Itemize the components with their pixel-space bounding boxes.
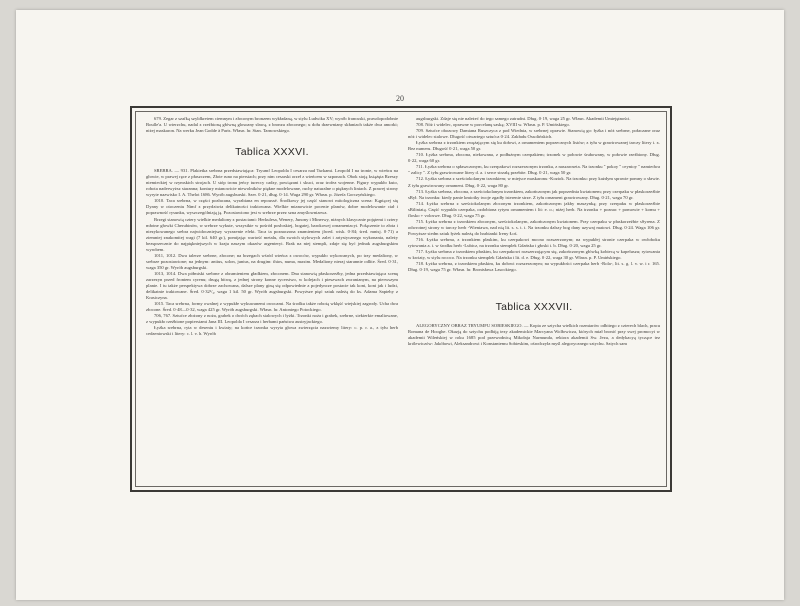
paragraph: 712. Łyżka srebrna z sześciokolanym trzonkiem; w miejsce maskaronu -Koziok. Na trzonku: przy każdym sprawie pomny o sławie. Z tyłu grawirowany ornament. Dług. 0·22, waga 80 gr. (408, 176, 660, 188)
left-top-text (146, 116, 398, 134)
paragraph: 714. Łyżka srebrna z sześciokolanym złoconym trzonkiem, zakończonym jakby maszynką; przy czerpaku w płaskorzeźbie sBiliniatą. Część wypukła czerpaka, ozdobiona rytym ornamentem i lit: e. o.; niżej herb. Na trzonku + poznac + pomowie + komu + flosko + voloswe. Dług. 0·22, waga 75 gr. (408, 200, 660, 218)
paragraph: 1015. Taca srebrna, formy owalnej z wypukłe wykuwanemi owocami. Na środku także robotą wklęść wiejskiej zagrody. Ucha dwa złocone. Śred. 0·48—0·32, waga 425 gr. Wyrób augsburgski. Własn. hr. Antoniego Potockiego. (146, 301, 398, 313)
paragraph: 717. Łyżka srebrna z trzonkiem płaskim, ku czerpakowi rozszerzającym się, zakończonym główką kobiecą w kapeluszu; rytowania w kwiaty, w stylu rococo. Na trzonku stemplek Gdańska i lit. d. e. Dług. 0·22, waga 30 gr. Własn. p. P. Umińskiego. (408, 249, 660, 261)
paragraph: 1013, 1014. Dwa półmiski srebrne z obramieniem gładkiem, złoconem. Dna stanowią płaskorzeźby, jedna przedstawiająca scenę zarzezyn przed frontem cyrenu; drugą bitwę, z jednej strony konne rycerstwo, w kolejach i pieszwach zwranianym, na pierwszym planie. I tu także perspektywa dobrze zachowana, dalsze plany giną się odpowiednie a pojedyncze postacie tak koni, koni jak i ludzi, delikatnie traktowane. Śred. 0·32¹/₂, waga 1 kil. 50 gr. Wyrób augsburgski. Powyższe pięć sztuk należą do ks. Adama Sapiehy z Krasiczyna. (146, 270, 398, 301)
paragraph: Łyżka srebrna, ryta w deseniu i kwiaty; na końce trzonka wyryta głowa zwierzęcia nazwiemy litery: c. p. r. a., z tyłu herb cedzeniowski i litery: c. l. v. h. Wyrób (146, 325, 398, 337)
paragraph: 710. Łyżka srebrna, złocona, niekowana, z podłużnym czerpakiem; trzonek w połowie śrubowany, w połowie rzeźbiony. Dług. 0·22, waga 60 gr. (408, 152, 660, 164)
paragraph: SREBRA. — 931. Plakietka srebrna przedstawiająca: Tryumf Leopolda I cesarza nad Turkami. Leopold I na tronie, w wieńcu na głowie, w prawej ręce z płaszczem, Złote runo na piersiach; przy nim cesarski orzeł z wieńcem w szponach. Obok stoją książęta Rzeszy niemieckiej w rzymskich strojach. U stóp tronu jeńcy tureccy cadzy, powiązani i skuci, oraz trofea wojenne. Figury wypukło kuto, robota naderwyższ staranna; kontury mianowicie niewolników piękne modelowane, ruchy naturalne o pięknych liniach. Z prawej strony wyryte nazwisko I. A. Thelot 1686. Wyrób augsburski. Szer. 0·21, dług. 0·14. Waga 290 gr. Własn. p. Józefa Gorczyńskiego. (146, 168, 398, 198)
left-body-text (146, 168, 398, 337)
paragraph: 715. Łyżka srebrna z trzonkiem złoconym, sześciokolanym, zakończonym kwiatonem. Przy czerpaku w płaskorzeźbie sSyrena. Z odwrotnej strony w tarczy herb -Wieniawa, nad nią lit. s. s. t. i. Na trzonku dalszy bog dany uzywaj maiowi. Dług. 0·24. Waga 106 gr. Powyższe siedm sztuk łyżek należą do hrabianki Ireny Łoś. (408, 218, 660, 236)
paragraph: 716. Łyżka srebrna, z trzonkiem płaskim, ku czerpakowi mocno rozszerzonym; na wypukłej stronie czerpaka w owłoboku rytowania a. i. w środku herb -Lubicz, na trzonku stemplek Gdańska i głoski i. b. Dług. 0·20, waga 25 gr. (408, 236, 660, 248)
paragraph: 711. Łyżka srebrna o spłaszczonym, ku czerpakowi rozszerzonym trzonku, z naszaroseta. Na trzonku " pokoy " ceynioy " namiedwa " zalicy ". Z tyłu grawirowane litery d. a. i serce strzałą przebite. Dług. 0·21, waga 50 gr. (408, 164, 660, 176)
scanned-page (16, 10, 784, 600)
paragraph: 1010. Taca srebrna, w części pozłacana, wyrabiana en repoussé. Środkowy jej część stanowi mitologiczna scena: Kąpiącej się Dyany w otoczeniu Nimf z przydziwia delikatności traktowana. Wielkie mianowicie pocenie planów, dobre modelowanie ciał i poprawność rysunku, wyszczególniają ją. Pozostawiono jest w srebrze przez szna zmyślowniarwa. (146, 198, 398, 216)
right-column (408, 116, 660, 347)
paragraph: 708. Nóż i widelec, oprawne w porcelanę saską; XVIII w. Własn. p. P. Umińskiego. (416, 122, 570, 128)
right-top-text (408, 116, 660, 273)
right-body-text (408, 323, 660, 347)
paragraph: Łyżka srebrna z trzonkiem zwężającym się ku dołowi, z ornamentem poprzecznych listów; z tyłu w grawirowanej tarczy litery i. x. Bez numeru. Długość 0·21, waga 50 gr. (408, 140, 660, 152)
paragraph: 1011, 1012. Dwa talerze srebrne, złocone; na brzegach wśród wieńca z owoców, wypukło wykowanych, po trzy medaliony, w srebrze pozostawione; na jednym: antius, solon, junius, na drugim: thios, numa, maxim. Medaliony nieraj starannie odlite. Śred. 0·31, waga 350 gr. Wyrób augsburgski. (146, 252, 398, 270)
paragraph: 713. Łyżka srebrna, złocona, z sześciokolanym trzonkiem, zakończonym jak poprzednia kwiatonem; przy czerpaku w płaskorzeźbie sBył. Na trzonku: kiedy panie kmiotky twoje zgadły isterenie strze. Z tyłu ornament grawirowany. Dług. 0·21, waga 70 gr. (408, 188, 660, 200)
page-frame (130, 106, 672, 492)
paragraph: 709. Sztućce obozowy Damiana Ruszczyca z pod Wiednia, w srebrnej oprawie. Stanowią go: łyżka i nóż srebrne, połaczane oraz nóż i widelec stalowe. Dlugość otwartego sztućca 0·24. Zakładu Ossolińskich. (408, 128, 660, 140)
paragraph: Brzegi stanowią cztery wielkie medaliony z postaciami: Herkulesa, Wenery, Junony i Minerwy, niżnych klasycznie pojętemi i cztery młotne głowki Cherubinów, w srebrze wykute, wszystkie w pośród posłoskiej, bogatej, barokowej ornamentacyi. Połączenie to złota i niezykowanego srebra najwidoczniejszy wyrazenie efekt. Taca ta poznaczona znamieniem jlwed. wisk. 0·84; śred. mnisj. 0·71) a ziemniej znakomitej wagi (7 kil. 640 gr.), pomijając wartość metalu, dla swoich stylowych zalet i artystycznego wykonania, należy bezsprzecznie do najpiękniejszych w kraju naszym okazów argenteryi. Brak na niej stempli, zdaje się być jednak augsburgskim wyrobem. (146, 216, 398, 252)
plate-heading-36: Tablica XXXVI. (235, 146, 309, 159)
left-column (146, 116, 398, 337)
paragraph: 706, 767. Sztućce złożony z noża, grabek o dwóch zębach stalowych i łyżki. Trzonki noża i grabek, srebrne, siekierkie emaliowane, z wypukło rzeźbione popiersiami Jana III. Leopolda I cesarza i herbami państwa austryjackiego. (146, 313, 398, 325)
paragraph: augsburgski. Zdaje się nie należeć do tego samego zatrudni. Dług. 0·19, waga 25 gr. Własn. Akademii Umiejętności. (416, 116, 631, 121)
paragraph: 679. Zegar z szafką szyldkretem ciemnym i złoconym bronzem wykładaną, w stylu Ludwika XV; wyrób francuski, prawdopodobnie Boulle'a. U wierzchu, nadal z rzeźbioną główną glosoany sławą, z bronzu złoconego; u dołu draewniany skłaniach także dwa amorki; niżej maskaron. Na werku Jean Godde à Paris. Własn. hr. Stan. Tarnowskiego. (146, 116, 398, 134)
paragraph: 718. Łyżka srebrna, z trzonkiem płaskim, ku dołowi rozszerzonym; na wypukłości czerpaka herb -Rola-, lit. s. g. l. v. w. i r. 165. Dług. 0·19, waga 75 gr. Własn. hr. Bronisława Lasockiego. (408, 261, 660, 273)
paragraph: ALEGORYCZNY OBRAZ TRYUMFU SOBIESKIEGO. — Kopia ze sztycha wielkich rozmiarów odbitego z czterech blach, pracu Romana de Hooghe. Okazją do sztychu podbiją tezy akademickie Marcyana Wolłowicza, których miał bronić przy swej promocyi w akademii Wileńskiej w roku 1685 pod przewodnicą Mikołaja Narmunda, rektora akademii Sw. Jezu, a dedykacyą tyczące tez królewiczów: Jakóbowi, Aleksandrowi i Konstantemu Sobieskim, ośrodczyła myśl alegorycznego sztychu. Sztych sam (408, 323, 660, 347)
page-number: 20 (396, 94, 404, 103)
plate-heading-37: Tablica XXXVII. (495, 301, 573, 314)
